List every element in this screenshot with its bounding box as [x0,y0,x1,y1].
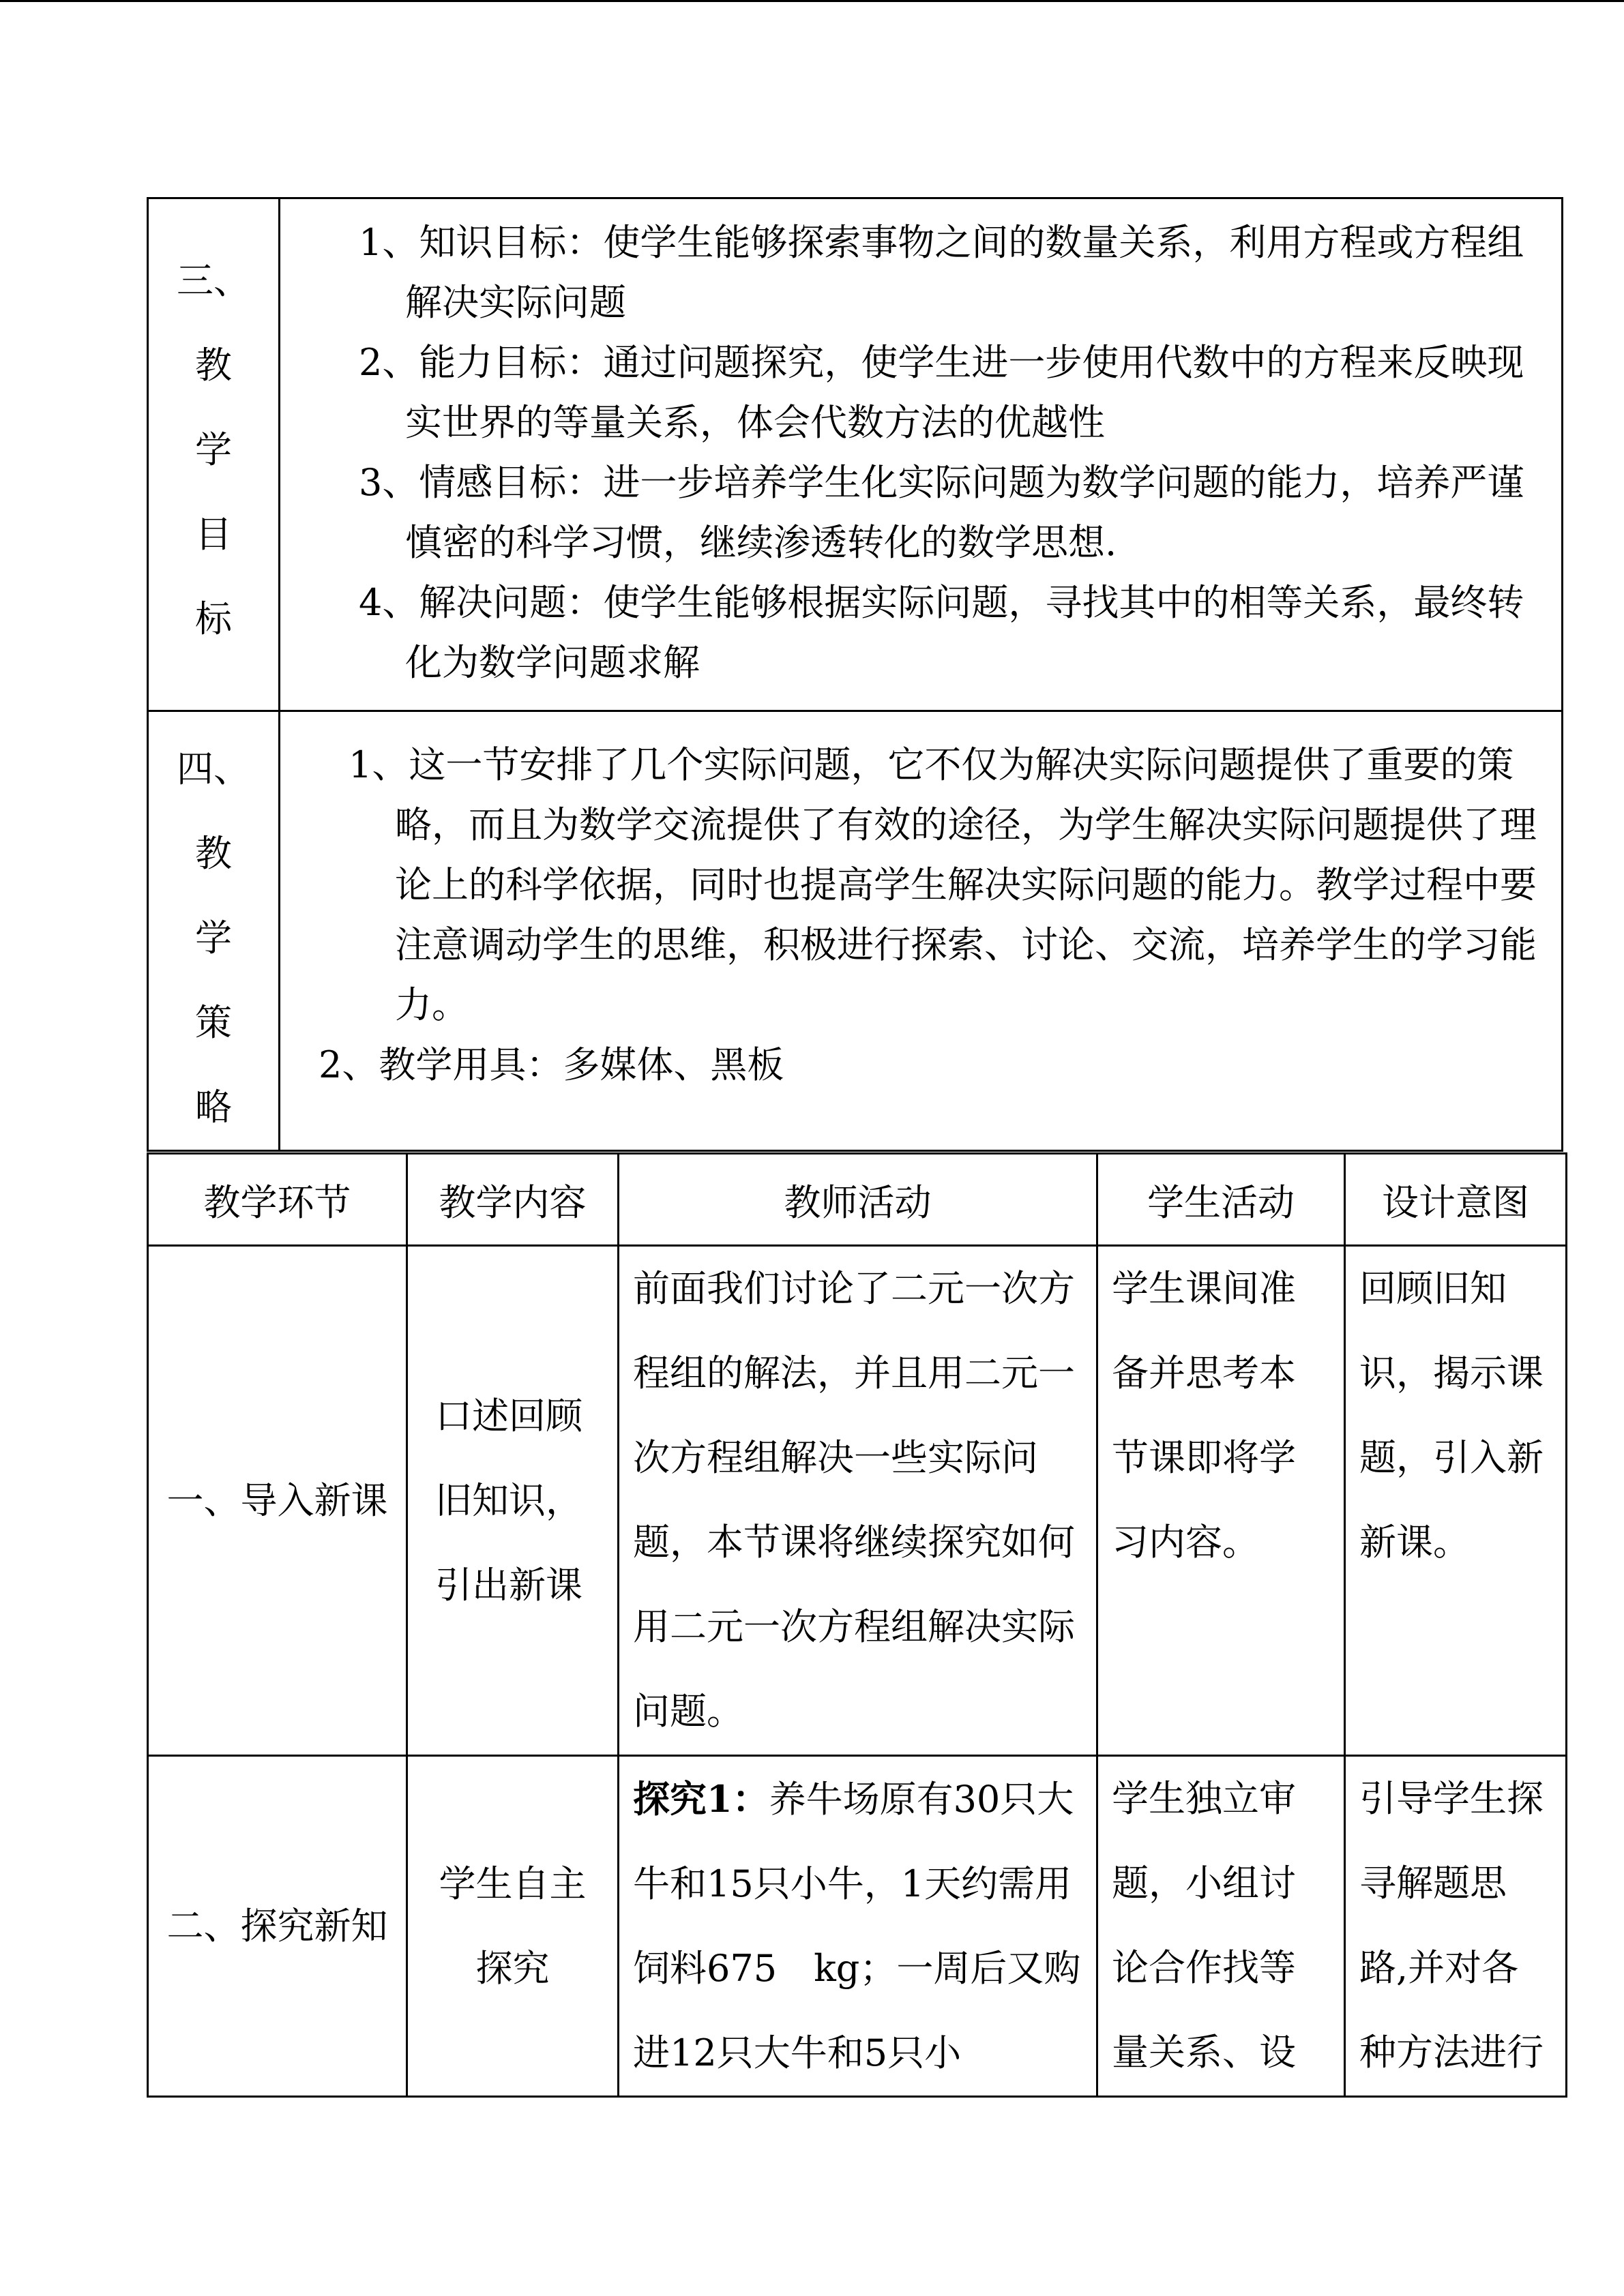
header-content: 教学内容 [407,1154,619,1246]
teacher-cell [619,1756,1097,2097]
teaching-goals-heading [148,198,280,711]
stage-text: 一、导入新课 [166,1478,388,1522]
strategy-item: 1、这一节安排了几个实际问题，它不仅为解决实际问题提供了重要的策略，而且为数学交流提供了有效的途径，为学生解决实际问题提供了理论上的科学依据，同时也提高学生解决实际问题的能力。教学过程中要注意调动学生的思维，积极进行探索、讨论、交流，培养学生的学习能力。 [349,743,1537,1026]
heading-char: 学 [195,428,232,471]
student-text: 学生独立审题，小组讨论合作找等量关系、设 [1112,1777,1296,2074]
heading-char: 目 [195,513,232,556]
teaching-strategy-content [280,711,1563,1151]
content-cell [407,1756,619,2097]
stage-text: 二、探究新知 [166,1904,388,1948]
intent-cell [1345,1246,1567,1756]
teacher-text: 养牛场原有30只大牛和15只小牛，1天约需用饲料675 kg；一周后又购进12只大牛和5只小 [633,1778,1081,2074]
lesson-table-header [148,1154,1567,1246]
teacher-text-wrap [619,1757,1096,2096]
inquiry-label: 探究1： [633,1777,769,1821]
stage-cell [148,1246,407,1756]
strategy-tools: 2、教学用具：多媒体、黑板 [319,1043,784,1086]
heading-char: 标 [195,597,232,640]
intent-text: 回顾旧知识，揭示课题，引入新新课。 [1359,1267,1544,1564]
header-teacher: 教师活动 [619,1154,1097,1246]
content-text: 学生自主探究 [439,1862,587,1990]
heading-char: 四、 [177,747,250,790]
goal-knowledge: 1、知识目标：使学生能够探索事物之间的数量关系，利用方程或方程组解决实际问题 [359,221,1524,324]
student-text: 学生课间准备并思考本节课即将学习内容。 [1112,1267,1296,1564]
student-cell [1097,1756,1345,2097]
page-top-border [0,0,1624,2]
heading-char: 学 [195,916,232,959]
intent-cell [1345,1756,1567,2097]
lesson-process-table [147,1152,1567,2098]
goal-ability: 2、能力目标：通过问题探究，使学生进一步使用代数中的方程来反映现实世界的等量关系，体会代数方法的优越性 [359,341,1524,444]
teaching-goals-row [148,198,1563,711]
teaching-goals-content [280,198,1563,711]
table-row [148,1756,1567,2097]
objectives-strategy-table [147,197,1563,1152]
heading-char: 教 [195,344,232,387]
goal-emotion: 3、情感目标：进一步培养学生化实际问题为数学问题的能力，培养严谨慎密的科学习惯，继续渗透转化的数学思想. [359,461,1524,564]
teacher-cell [619,1246,1097,1756]
heading-char: 教 [195,832,232,875]
content-cell [407,1246,619,1756]
goal-problem-solving: 4、解决问题：使学生能够根据实际问题，寻找其中的相等关系，最终转化为数学问题求解 [359,581,1524,684]
teacher-text: 前面我们讨论了二元一次方程组的解法，并且用二元一次方程组解决一些实际问题，本节课将继续探究如何用二元一次方程组解决实际问题。 [633,1267,1075,1733]
table-row [148,1246,1567,1756]
teaching-strategy-heading [148,711,280,1151]
header-student: 学生活动 [1097,1154,1345,1246]
header-intent: 设计意图 [1345,1154,1567,1246]
heading-char: 三、 [177,259,250,302]
stage-cell [148,1756,407,2097]
content-text: 口述回顾旧知识，引出新课 [435,1394,582,1607]
intent-text: 引导学生探寻解题思路,并对各种方法进行 [1359,1777,1544,2074]
student-cell [1097,1246,1345,1756]
heading-char: 略 [195,1086,232,1129]
teaching-strategy-row [148,711,1563,1151]
header-stage: 教学环节 [148,1154,407,1246]
heading-char: 策 [195,1001,232,1044]
